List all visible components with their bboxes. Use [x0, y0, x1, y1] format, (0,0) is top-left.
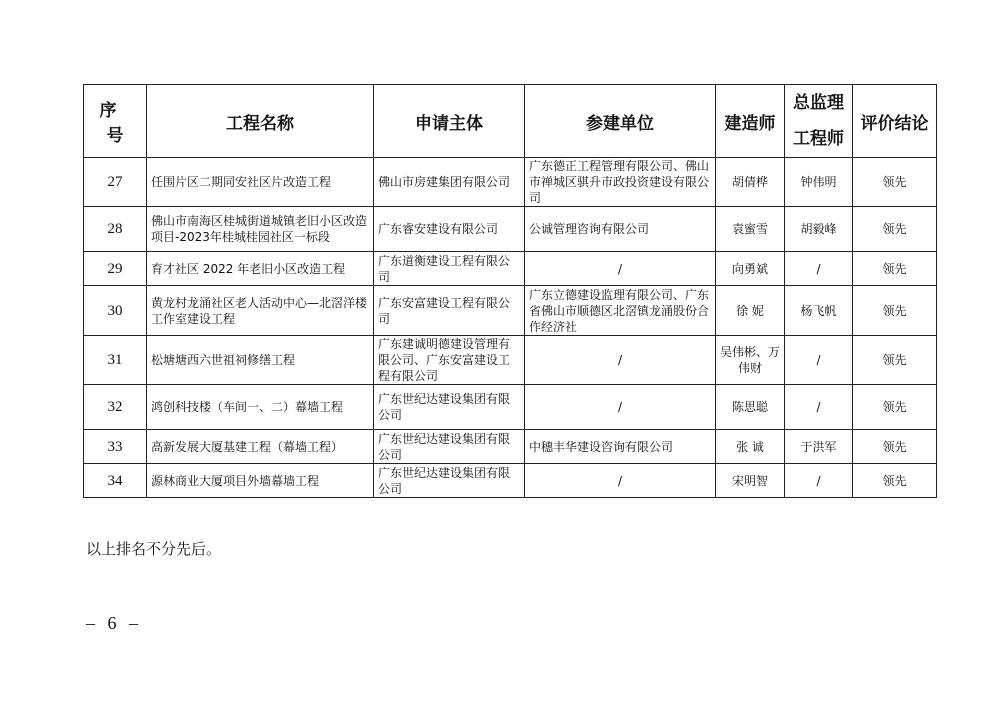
table-row [84, 464, 937, 498]
header-participant: 参建单位 [525, 85, 716, 158]
result: 领先 [853, 158, 937, 207]
table-row [84, 336, 937, 385]
project-name: 任围片区二期同安社区片改造工程 [147, 158, 374, 207]
project-name: 佛山市南海区桂城街道城镇老旧小区改造项目-2023年桂城桂园社区一标段 [147, 207, 374, 252]
constructor: 宋明智 [716, 464, 785, 498]
header-project: 工程名称 [147, 85, 374, 158]
project-name: 高新发展大厦基建工程（幕墙工程） [147, 430, 374, 464]
table-header-row [84, 85, 937, 158]
supervisor: / [785, 464, 853, 498]
header-constructor: 建造师 [716, 85, 785, 158]
constructor: 吴伟彬、万伟财 [716, 336, 785, 385]
constructor: 陈思聪 [716, 385, 785, 430]
participant: 中穗丰华建设咨询有限公司 [525, 430, 716, 464]
header-supervisor-line2: 工程师 [793, 129, 844, 149]
applicant: 广东睿安建设有限公司 [374, 207, 525, 252]
row-number: 29 [84, 252, 147, 286]
table-row [84, 252, 937, 286]
constructor: 张 诚 [716, 430, 785, 464]
result: 领先 [853, 286, 937, 336]
row-number: 30 [84, 286, 147, 336]
participant: 广东德正工程管理有限公司、佛山市禅城区骐升市政投资建设有限公司 [525, 158, 716, 207]
supervisor: 于洪军 [785, 430, 853, 464]
header-supervisor [785, 85, 853, 158]
supervisor: / [785, 385, 853, 430]
participant: 公诚管理咨询有限公司 [525, 207, 716, 252]
supervisor: 胡毅峰 [785, 207, 853, 252]
result: 领先 [853, 464, 937, 498]
table-row [84, 158, 937, 207]
row-number: 28 [84, 207, 147, 252]
project-name: 松塘塘西六世祖祠修缮工程 [147, 336, 374, 385]
row-number: 34 [84, 464, 147, 498]
applicant: 广东道衡建设工程有限公司 [374, 252, 525, 286]
constructor: 胡倩桦 [716, 158, 785, 207]
participant: / [525, 385, 716, 430]
project-name: 黄龙村龙涌社区老人活动中心—北滘洋楼工作室建设工程 [147, 286, 374, 336]
supervisor: 钟伟明 [785, 158, 853, 207]
project-name: 育才社区 2022 年老旧小区改造工程 [147, 252, 374, 286]
supervisor: / [785, 252, 853, 286]
supervisor: 杨飞帆 [785, 286, 853, 336]
result: 领先 [853, 207, 937, 252]
participant: / [525, 336, 716, 385]
header-supervisor-line1: 总监理 [793, 93, 844, 113]
evaluation-table [83, 84, 937, 498]
footnote: 以上排名不分先后。 [86, 540, 222, 558]
result: 领先 [853, 385, 937, 430]
supervisor: / [785, 336, 853, 385]
row-number: 33 [84, 430, 147, 464]
applicant: 佛山市房建集团有限公司 [374, 158, 525, 207]
applicant: 广东世纪达建设集团有限公司 [374, 464, 525, 498]
project-name: 鸿创科技楼（车间一、二）幕墙工程 [147, 385, 374, 430]
participant: / [525, 464, 716, 498]
page-number: – 6 – [86, 613, 142, 633]
result: 领先 [853, 430, 937, 464]
row-number: 27 [84, 158, 147, 207]
table-row [84, 207, 937, 252]
table-row [84, 385, 937, 430]
table-row [84, 430, 937, 464]
project-name: 源林商业大厦项目外墙幕墙工程 [147, 464, 374, 498]
constructor: 袁蜜雪 [716, 207, 785, 252]
header-applicant: 申请主体 [374, 85, 525, 158]
applicant: 广东安富建设工程有限公司 [374, 286, 525, 336]
header-seq: 序 号 [84, 85, 147, 158]
participant: 广东立德建设监理有限公司、广东省佛山市顺德区北滘镇龙涌股份合作经济社 [525, 286, 716, 336]
constructor: 向勇斌 [716, 252, 785, 286]
row-number: 32 [84, 385, 147, 430]
participant: / [525, 252, 716, 286]
row-number: 31 [84, 336, 147, 385]
result: 领先 [853, 336, 937, 385]
result: 领先 [853, 252, 937, 286]
header-result: 评价结论 [853, 85, 937, 158]
constructor: 徐 妮 [716, 286, 785, 336]
applicant: 广东建诚明德建设管理有限公司、广东安富建设工程有限公司 [374, 336, 525, 385]
applicant: 广东世纪达建设集团有限公司 [374, 385, 525, 430]
applicant: 广东世纪达建设集团有限公司 [374, 430, 525, 464]
table-row [84, 286, 937, 336]
